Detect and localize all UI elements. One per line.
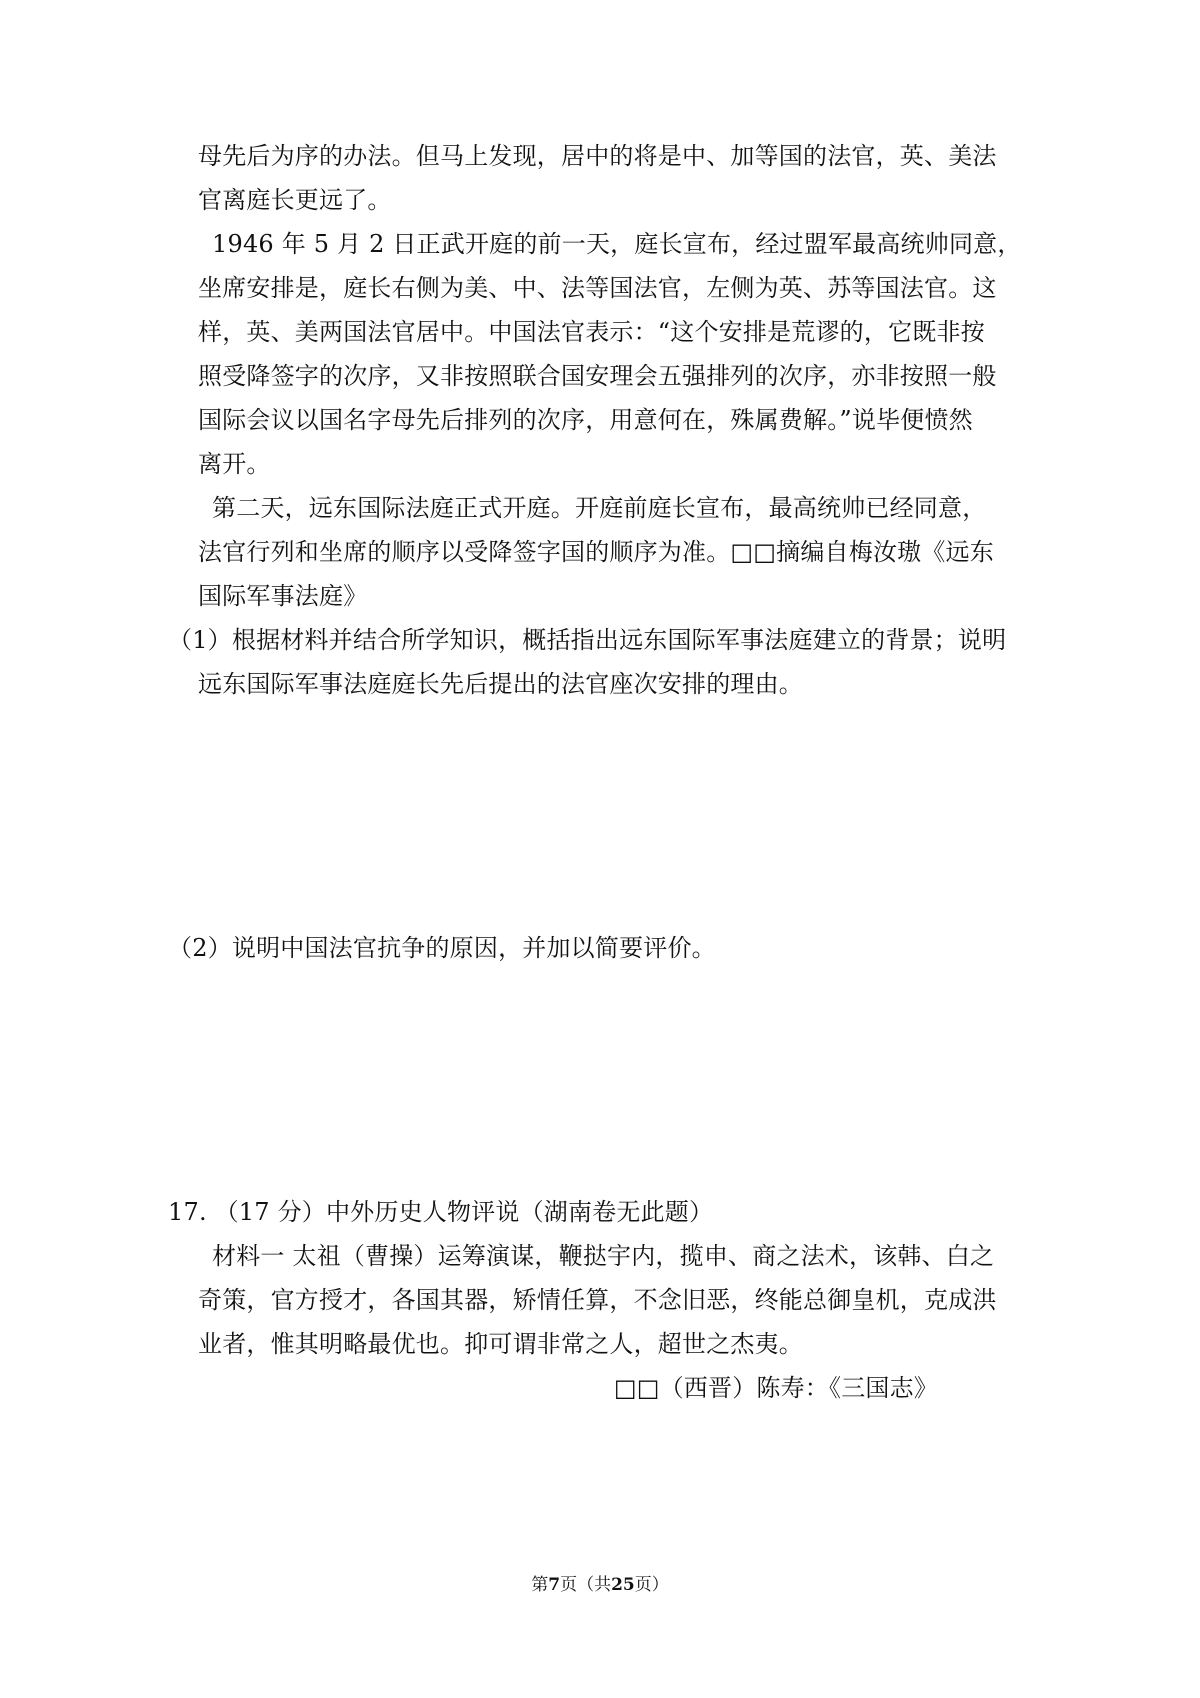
- material-line: 法官行列和坐席的顺序以受降签字国的顺序为准。□□摘编自梅汝璈《远东: [198, 538, 994, 566]
- question-17-heading: 17. （17 分）中外历史人物评说（湖南卷无此题）: [168, 1198, 714, 1226]
- material-line: 母先后为序的办法。但马上发现，居中的将是中、加等国的法官，英、美法: [198, 142, 997, 170]
- footer-middle: 页（共: [560, 1575, 612, 1595]
- material-line: 第二天，远东国际法庭正式开庭。开庭前庭长宣布，最高统帅已经同意，: [212, 494, 987, 522]
- question-17-line: 材料一 太祖（曹操）运筹演谋，鞭挞宇内，揽申、商之法术，该韩、白之: [212, 1242, 995, 1270]
- footer-prefix: 第: [531, 1575, 549, 1595]
- footer-total-pages: 25: [611, 1575, 635, 1595]
- question-17-line: 奇策，官方授才，各国其器，矫情任算，不念旧恶，终能总御皇机，克成洪: [198, 1286, 997, 1314]
- material-line: 照受降签字的次序，又非按照联合国安理会五强排列的次序，亦非按照一般: [198, 362, 997, 390]
- material-line: 离开。: [198, 450, 271, 478]
- question-1-line: 远东国际军事法庭庭长先后提出的法官座次安排的理由。: [198, 670, 803, 698]
- material-line: 样，英、美两国法官居中。中国法官表示：“这个安排是荒谬的，它既非按: [198, 318, 985, 346]
- footer-suffix: 页）: [634, 1575, 669, 1595]
- question-17-line: 业者，惟其明略最优也。抑可谓非常之人，超世之杰夷。: [198, 1330, 803, 1358]
- material-line: 国际会议以国名字母先后排列的次序，用意何在，殊属费解。”说毕便愤然: [198, 406, 973, 434]
- material-line: 官离庭长更远了。: [198, 186, 392, 214]
- material-line: 1946 年 5 月 2 日正武开庭的前一天，庭长宣布，经过盟军最高统帅同意，: [212, 230, 1022, 258]
- footer-page-number: 7: [548, 1575, 561, 1595]
- question-1-line: （1）根据材料并结合所学知识，概括指出远东国际军事法庭建立的背景；说明: [168, 626, 1007, 654]
- question-17-source: □□（西晋）陈寿：《三国志》: [613, 1374, 938, 1402]
- question-2-line: （2）说明中国法官抗争的原因，并加以简要评价。: [168, 934, 716, 962]
- page-footer: [0, 1574, 1200, 1596]
- material-line: 坐席安排是，庭长右侧为美、中、法等国法官，左侧为英、苏等国法官。这: [198, 274, 997, 302]
- material-line: 国际军事法庭》: [198, 582, 368, 610]
